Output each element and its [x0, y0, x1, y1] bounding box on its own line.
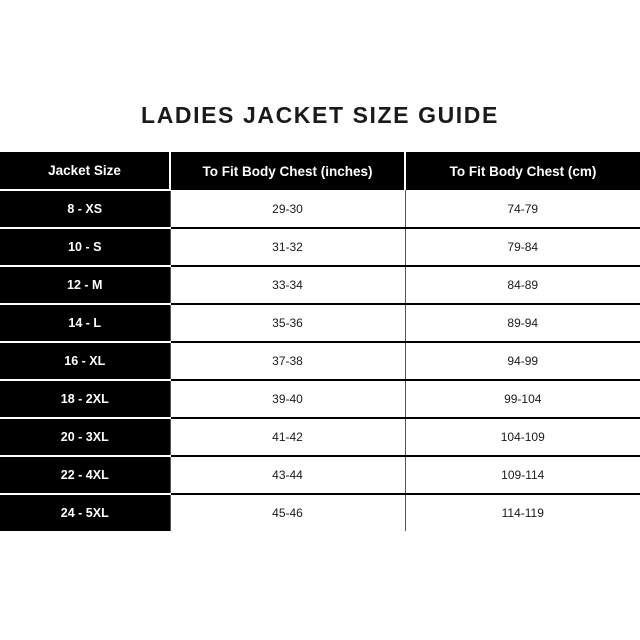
table-row: [0, 304, 640, 342]
size-cell: 12 - M: [0, 266, 170, 304]
size-cell: 22 - 4XL: [0, 456, 170, 494]
header-row: [0, 152, 640, 190]
chest-cm-cell: 109-114: [405, 456, 640, 494]
size-cell: 14 - L: [0, 304, 170, 342]
table-row: [0, 494, 640, 531]
chest-cm-cell: 99-104: [405, 380, 640, 418]
chest-inches-cell: 31-32: [170, 228, 405, 266]
size-cell: 20 - 3XL: [0, 418, 170, 456]
chest-cm-cell: 104-109: [405, 418, 640, 456]
chest-inches-cell: 43-44: [170, 456, 405, 494]
table-header: [0, 152, 640, 190]
chest-cm-cell: 74-79: [405, 190, 640, 228]
chest-cm-cell: 79-84: [405, 228, 640, 266]
table-row: [0, 228, 640, 266]
header-chest-inches: To Fit Body Chest (inches): [170, 152, 405, 190]
size-cell: 10 - S: [0, 228, 170, 266]
size-cell: 24 - 5XL: [0, 494, 170, 531]
size-cell: 8 - XS: [0, 190, 170, 228]
chest-inches-cell: 41-42: [170, 418, 405, 456]
chest-inches-cell: 37-38: [170, 342, 405, 380]
table-row: [0, 418, 640, 456]
table-row: [0, 456, 640, 494]
table-row: [0, 190, 640, 228]
chest-inches-cell: 45-46: [170, 494, 405, 531]
chest-inches-cell: 39-40: [170, 380, 405, 418]
page-title: LADIES JACKET SIZE GUIDE: [141, 102, 499, 128]
chest-inches-cell: 35-36: [170, 304, 405, 342]
size-cell: 16 - XL: [0, 342, 170, 380]
header-chest-cm: To Fit Body Chest (cm): [405, 152, 640, 190]
table-row: [0, 266, 640, 304]
size-cell: 18 - 2XL: [0, 380, 170, 418]
chest-cm-cell: 84-89: [405, 266, 640, 304]
chest-inches-cell: 29-30: [170, 190, 405, 228]
chest-cm-cell: 114-119: [405, 494, 640, 531]
table-row: [0, 342, 640, 380]
table-body: [0, 190, 640, 531]
size-guide-table: [0, 152, 640, 531]
chest-cm-cell: 89-94: [405, 304, 640, 342]
table-row: [0, 380, 640, 418]
chest-inches-cell: 33-34: [170, 266, 405, 304]
header-jacket-size: Jacket Size: [0, 152, 170, 190]
chest-cm-cell: 94-99: [405, 342, 640, 380]
